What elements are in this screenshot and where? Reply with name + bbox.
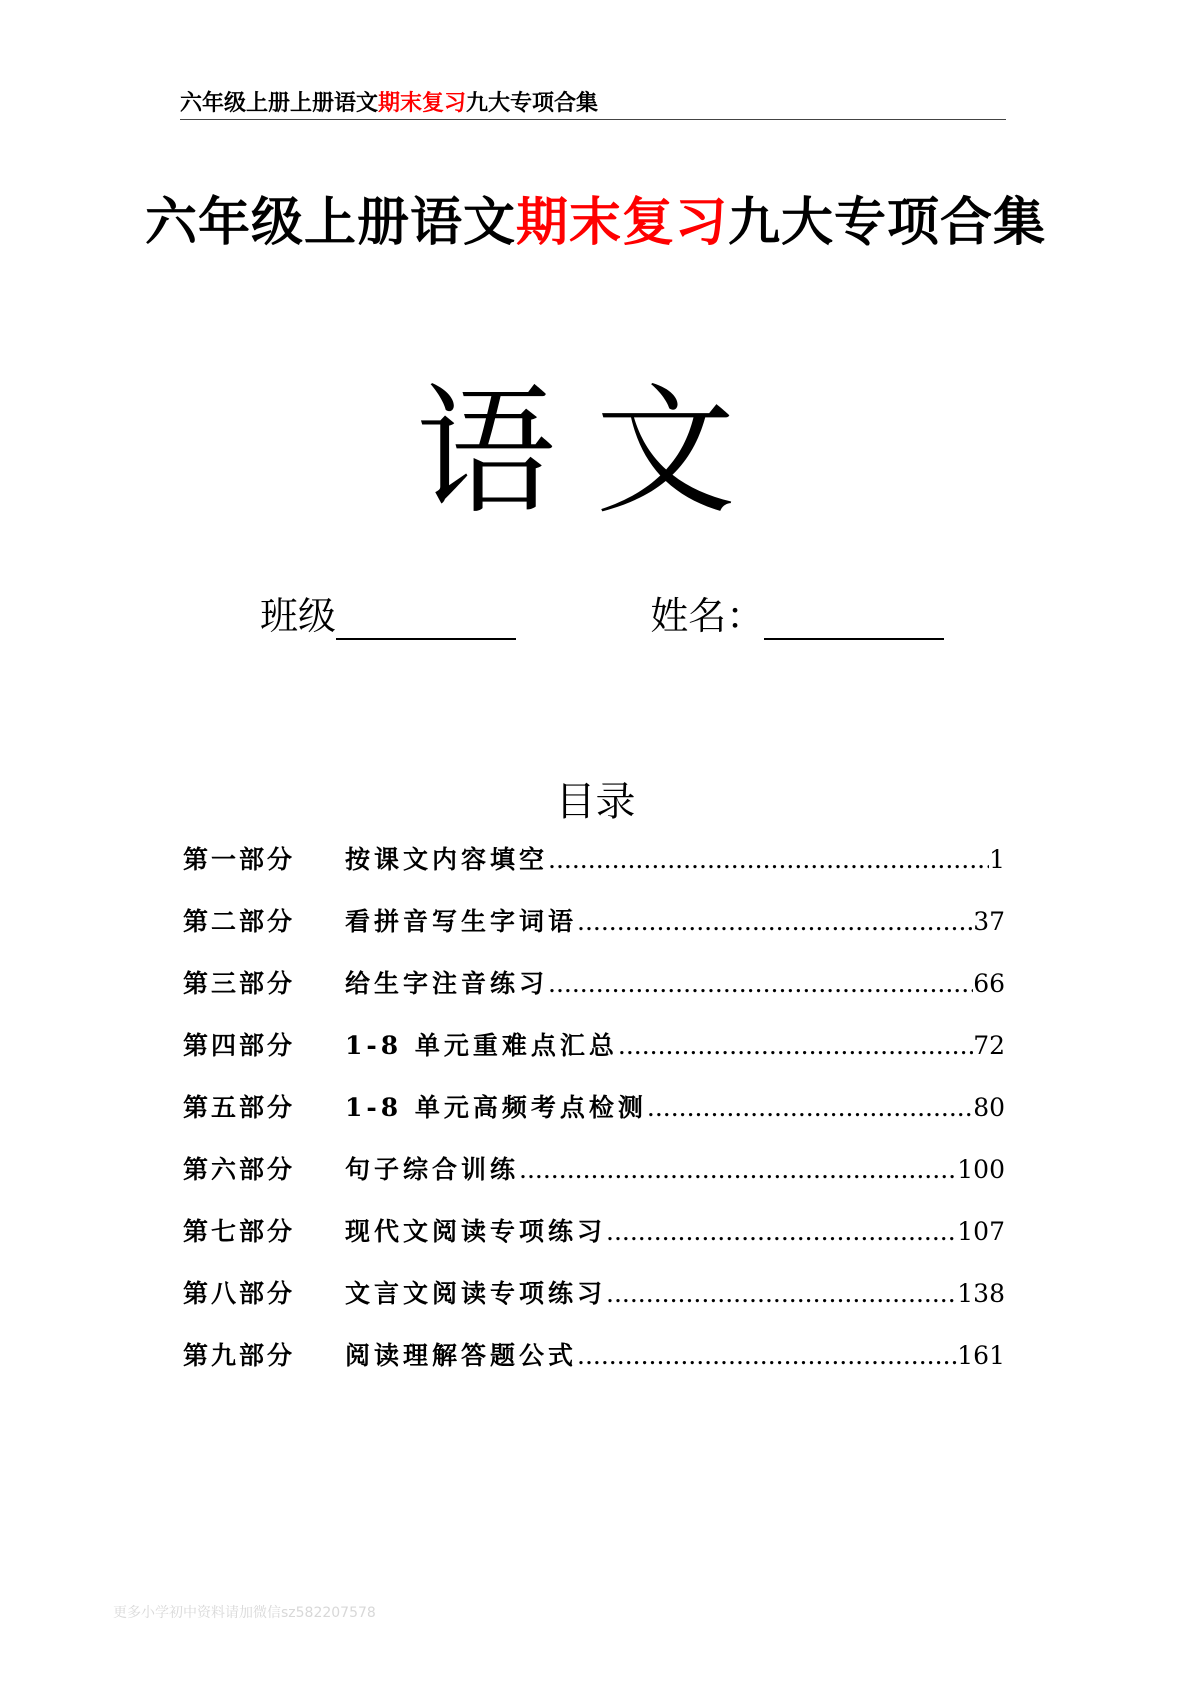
toc-part: 第八部分 (183, 1279, 296, 1308)
toc-part: 第六部分 (183, 1155, 296, 1184)
class-label: 班级 (260, 594, 337, 638)
title-text: 六年级上册语文 (144, 193, 516, 253)
toc-entry[interactable] (183, 1336, 1005, 1398)
toc-entry[interactable] (183, 1212, 1005, 1274)
subject-heading: 语文 (415, 371, 776, 534)
name-label: 姓名： (650, 594, 765, 638)
toc-leader-dots (548, 845, 989, 874)
watermark: 更多小学初中资料请加微信sz582207578 (113, 1605, 376, 1621)
toc-part: 第四部分 (183, 1031, 296, 1060)
running-header (180, 86, 598, 117)
toc-heading: 目录 (555, 779, 636, 825)
toc-title: 句子综合训练 (345, 1155, 520, 1184)
toc-part: 第九部分 (183, 1341, 296, 1370)
toc-page: 80 (973, 1093, 1005, 1122)
toc-part: 第五部分 (183, 1093, 296, 1122)
toc-leader-dots (519, 1155, 957, 1184)
toc-title: 1-8 单元高频考点检测 (345, 1093, 647, 1122)
toc-title: 看拼音写生字词语 (345, 907, 578, 936)
toc-leader-dots (618, 1031, 973, 1060)
toc-title: 阅读理解答题公式 (345, 1341, 578, 1370)
toc-entry[interactable] (183, 964, 1005, 1026)
toc-page: 72 (973, 1031, 1005, 1060)
title-text-end: 九大专项合集 (728, 193, 1047, 253)
header-text-end: 九大专项合集 (466, 91, 599, 116)
header-highlight: 期末复习 (378, 91, 467, 116)
toc-part: 第三部分 (183, 969, 296, 998)
toc-title: 按课文内容填空 (345, 845, 549, 874)
toc-page: 107 (957, 1217, 1005, 1246)
toc-entry[interactable] (183, 840, 1005, 902)
toc-page: 161 (957, 1341, 1005, 1370)
toc-entry[interactable] (183, 1026, 1005, 1088)
header-divider (180, 119, 1006, 120)
toc-leader-dots (577, 907, 973, 936)
toc-page: 37 (973, 907, 1005, 936)
header-text: 六年级上册上册语文 (180, 91, 379, 116)
toc-title: 给生字注音练习 (345, 969, 549, 998)
toc-title: 1-8 单元重难点汇总 (345, 1031, 618, 1060)
toc-page: 1 (989, 845, 1005, 874)
toc-entry[interactable] (183, 1274, 1005, 1336)
toc-leader-dots (647, 1093, 973, 1122)
toc-title: 现代文阅读专项练习 (345, 1217, 607, 1246)
toc-page: 100 (957, 1155, 1005, 1184)
toc-leader-dots (577, 1341, 957, 1370)
toc-leader-dots (548, 969, 973, 998)
toc-part: 第二部分 (183, 907, 296, 936)
name-blank[interactable] (764, 602, 944, 640)
toc-page: 138 (957, 1279, 1005, 1308)
toc-part: 第一部分 (183, 845, 296, 874)
student-fields (260, 585, 944, 640)
toc-entry[interactable] (183, 902, 1005, 964)
toc-leader-dots (606, 1279, 957, 1308)
toc-entry[interactable] (183, 1150, 1005, 1212)
toc-title: 文言文阅读专项练习 (345, 1279, 607, 1308)
toc-page: 66 (973, 969, 1005, 998)
title-highlight: 期末复习 (515, 193, 728, 253)
toc-leader-dots (606, 1217, 957, 1246)
table-of-contents (183, 840, 1005, 1398)
toc-entry[interactable] (183, 1088, 1005, 1150)
toc-part: 第七部分 (183, 1217, 296, 1246)
document-title (0, 180, 1191, 255)
class-blank[interactable] (336, 602, 516, 640)
